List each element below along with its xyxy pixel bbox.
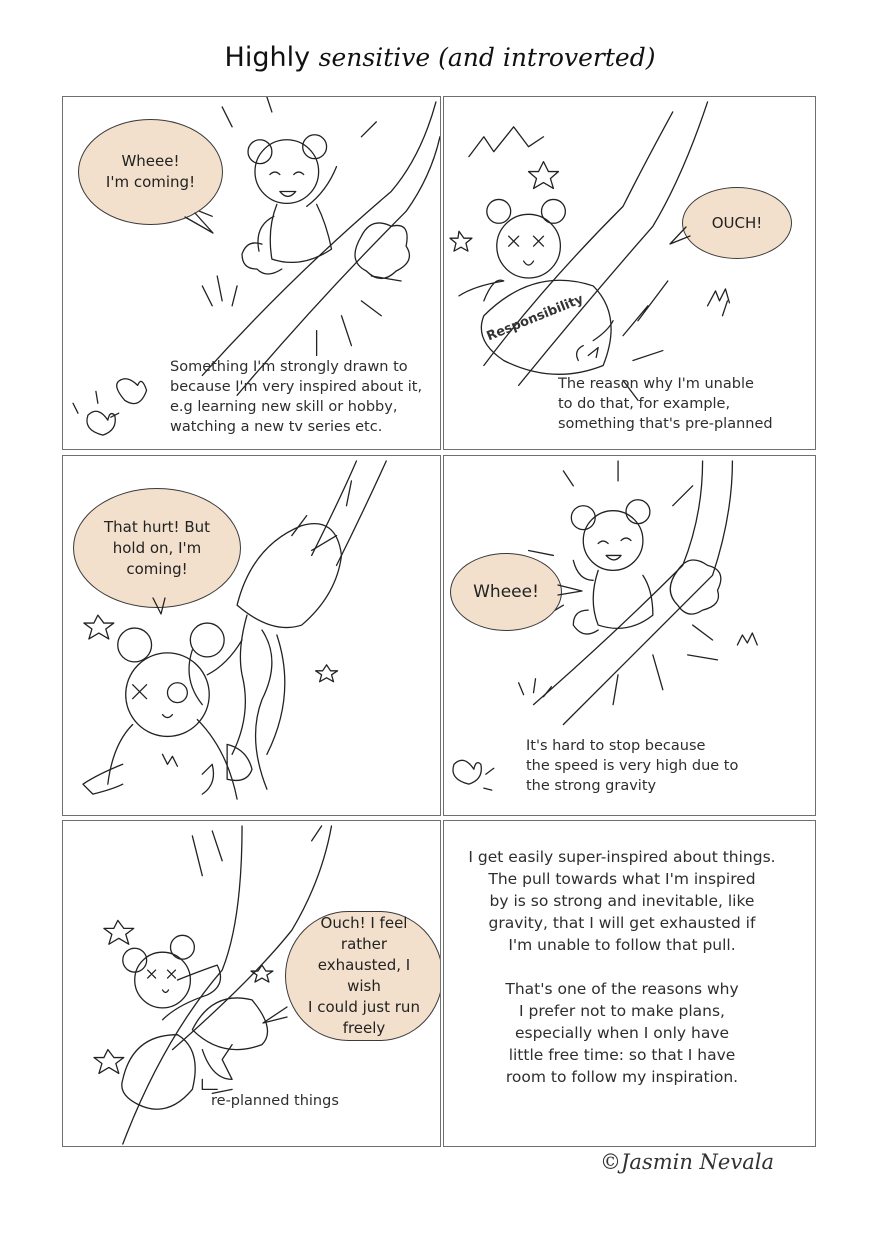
comic-title <box>0 42 880 73</box>
comic-panel-6 <box>443 820 816 1147</box>
comic-panel-5 <box>62 820 441 1147</box>
bubble-tail-3 <box>151 596 171 616</box>
speech-bubble-4: Wheee! <box>450 553 562 631</box>
comic-panel-2 <box>443 96 816 450</box>
bubble-tail-4 <box>556 581 584 601</box>
title-rest: sensitive (and introverted) <box>318 43 656 72</box>
responsibility-label: Responsibility <box>484 291 586 345</box>
bubble-tail-5 <box>259 1001 289 1031</box>
speech-bubble-3: That hurt! But hold on, I'm coming! <box>73 488 241 608</box>
speech-bubble-1: Wheee! I'm coming! <box>78 119 223 225</box>
panel-4-caption: It's hard to stop because the speed is very high due to the strong gravity <box>526 738 739 794</box>
speech-bubble-2: OUCH! <box>682 187 792 259</box>
panel-6-essay: I get easily super-inspired about things. The pull towards what I'm inspired by is so strong and inevitable, like gravity, that I will get exhausted if I'm unable to follow that pull. That's one of the reasons why I prefer not to make plans, especially when I only have little free time: so that I have room to follow my inspiration. <box>468 848 776 1086</box>
bubble-tail-2 <box>666 222 696 252</box>
comic-panel-1 <box>62 96 441 450</box>
panel-5-caption: re-planned things <box>211 1093 339 1109</box>
comic-panel-4 <box>443 455 816 816</box>
comic-panel-3 <box>62 455 441 816</box>
panel-2-caption: The reason why I'm unable to do that, for example, something that's pre-planned <box>558 376 773 432</box>
title-highly: Highly <box>224 42 311 73</box>
artist-signature: ©Jasmin Nevala <box>600 1150 774 1174</box>
bubble-tail-1 <box>183 207 223 237</box>
panel-1-caption: Something I'm strongly drawn to because I'm very inspired about it, e.g learning new skill or hobby, watching a new tv series etc. <box>170 359 423 435</box>
speech-bubble-5: Ouch! I feel rather exhausted, I wish I could just run freely <box>285 911 441 1041</box>
